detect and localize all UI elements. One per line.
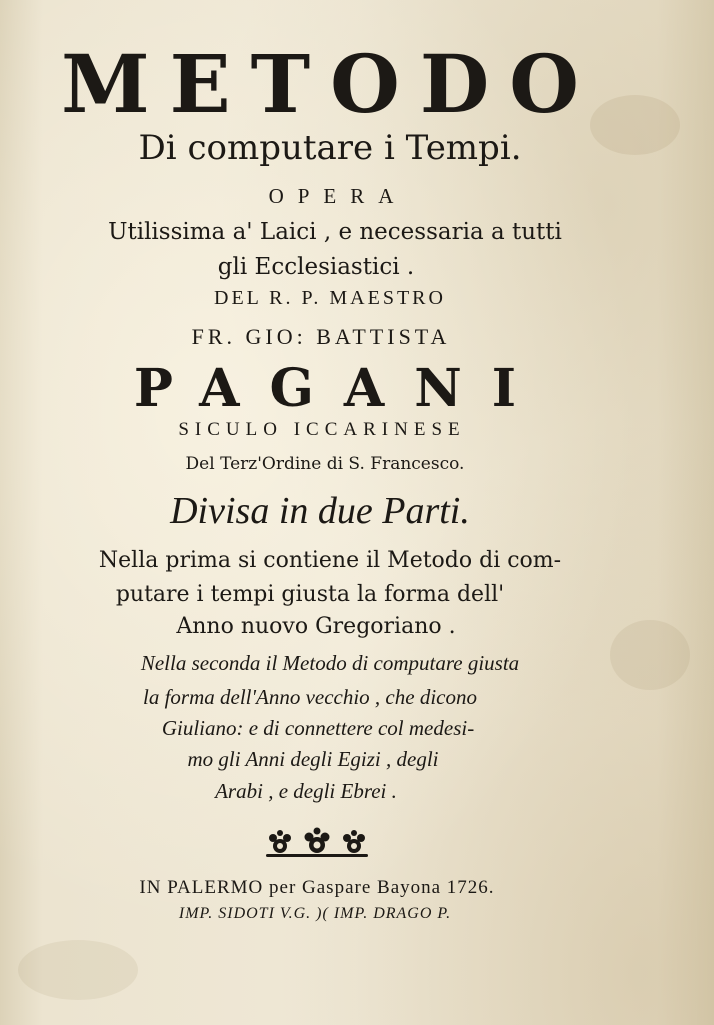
book-title: METODO bbox=[61, 37, 599, 131]
part1-line: putare i tempi giusta la forma dell' bbox=[115, 582, 505, 607]
utility-line-1: Utilissima a' Laici , e necessaria a tutti bbox=[108, 219, 562, 245]
part2-line: Giuliano: e di connettere col medesi- bbox=[161, 716, 475, 740]
part1-line: Anno nuovo Gregoriano . bbox=[176, 614, 456, 639]
author-surname: PAGANI bbox=[133, 358, 547, 419]
fleuron-ornament-icon bbox=[262, 826, 372, 862]
utility-line-2: gli Ecclesiastici . bbox=[217, 254, 415, 280]
imprimatur-line: IMP. SIDOTI V.G. )( IMP. DRAGO P. bbox=[178, 905, 452, 922]
part2-line: la forma dell'Anno vecchio , che dicono bbox=[143, 685, 477, 709]
author-origin: SICULO ICCARINESE bbox=[178, 419, 466, 440]
paper-stain bbox=[18, 940, 138, 1000]
part1-line: Nella prima si contiene il Metodo di com- bbox=[98, 548, 562, 573]
part2-line: Arabi , e degli Ebrei . bbox=[215, 779, 397, 803]
book-subtitle: Di computare i Tempi. bbox=[138, 128, 522, 168]
opera-label: OPERA bbox=[268, 184, 408, 208]
division-heading: Divisa in due Parti. bbox=[170, 490, 470, 532]
part2-line: Nella seconda il Metodo di computare giusta bbox=[140, 651, 520, 675]
part2-line: mo gli Anni degli Egizi , degli bbox=[187, 747, 439, 771]
imprint-line: IN PALERMO per Gaspare Bayona 1726. bbox=[139, 877, 495, 898]
del-maestro-line: DEL R. P. MAESTRO bbox=[214, 287, 446, 309]
religious-order: Del Terz'Ordine di S. Francesco. bbox=[185, 454, 465, 474]
author-first-name: FR. GIO: BATTISTA bbox=[191, 324, 451, 349]
